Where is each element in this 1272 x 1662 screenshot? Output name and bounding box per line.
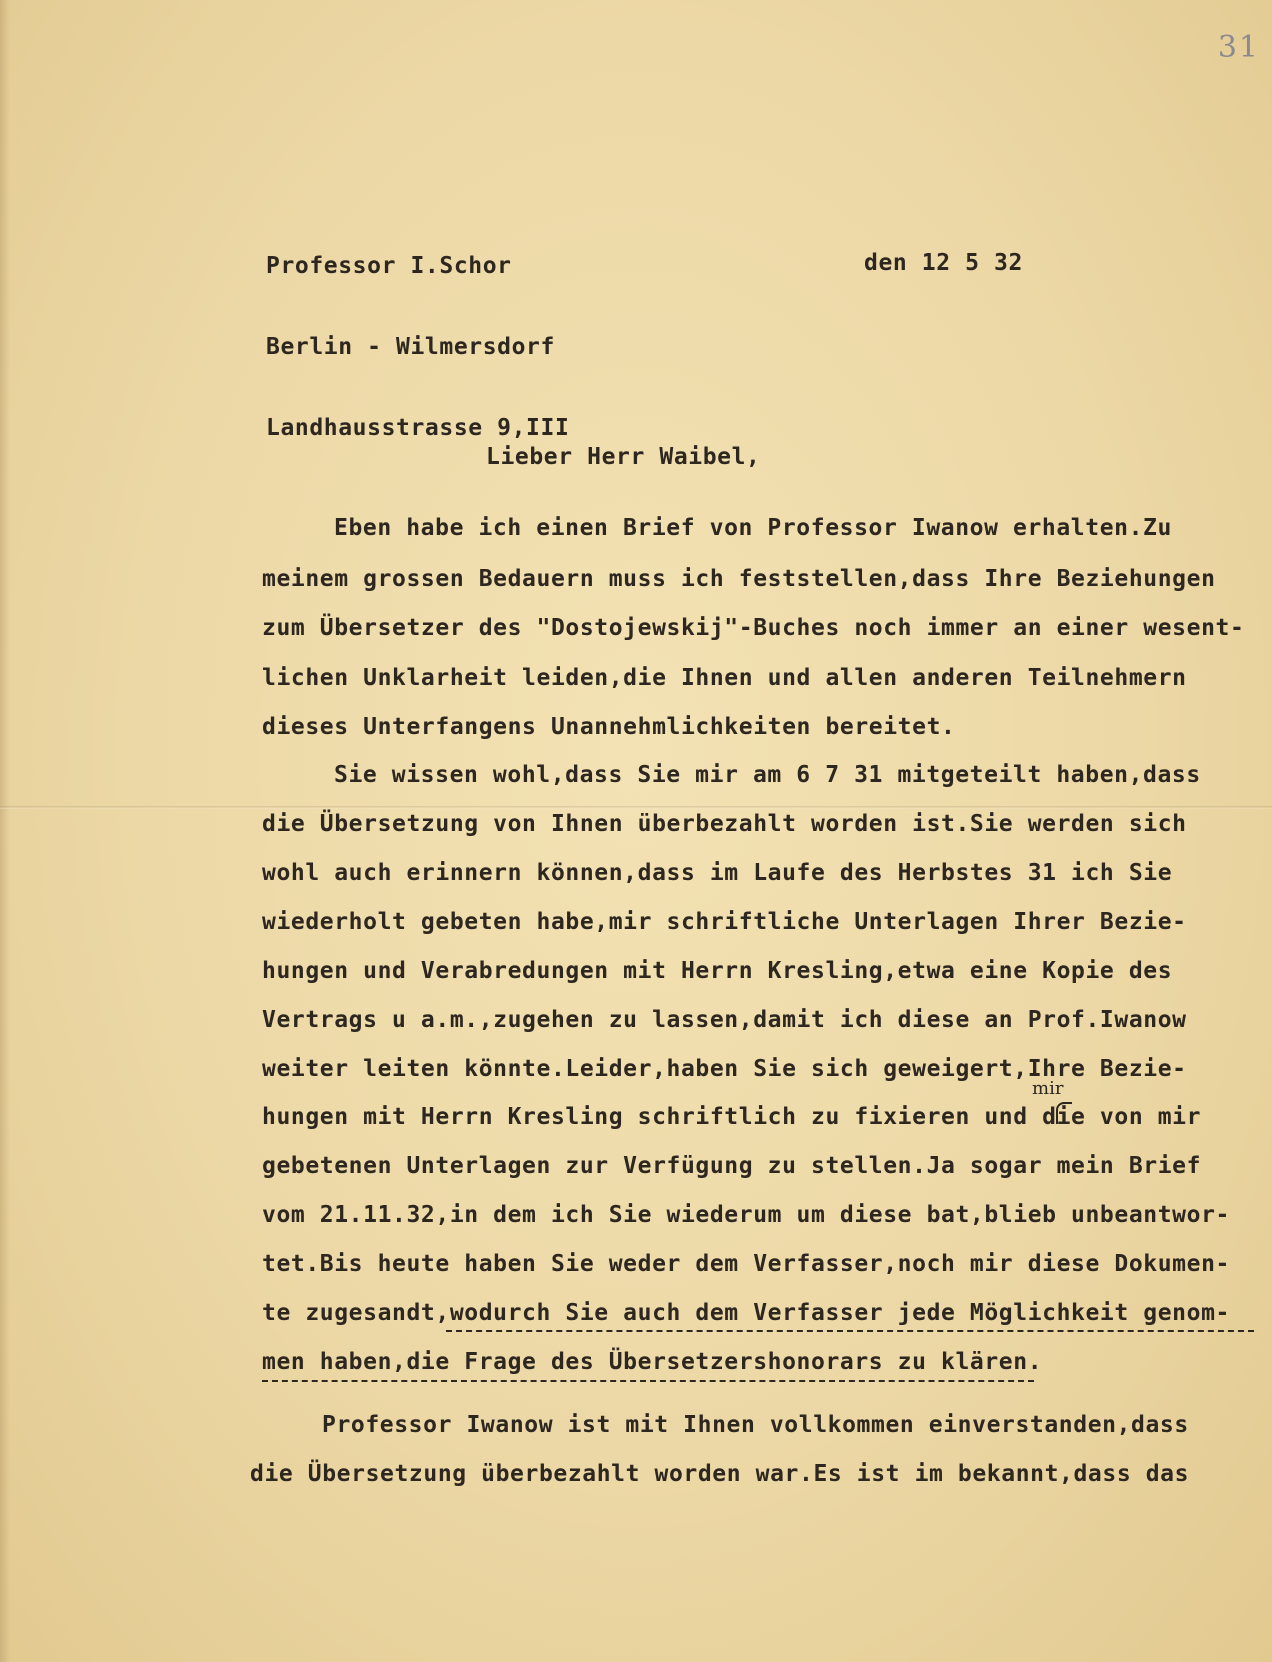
body-line: men haben,die Frage des Übersetzershonorars zu klären. xyxy=(262,1349,1043,1375)
archive-page-number: 31 xyxy=(1217,30,1260,65)
body-line: vom 21.11.32,in dem ich Sie wiederum um diese bat,blieb unbeantwor- xyxy=(262,1202,1230,1228)
body-line: dieses Unterfangens Unannehmlichkeiten bereitet. xyxy=(262,714,956,740)
body-line: gebetenen Unterlagen zur Verfügung zu stellen.Ja sogar mein Brief xyxy=(262,1153,1202,1179)
body-line: wohl auch erinnern können,dass im Laufe des Herbstes 31 ich Sie xyxy=(262,860,1173,886)
body-line: weiter leiten könnte.Leider,haben Sie sich geweigert,Ihre Bezie- xyxy=(262,1056,1187,1082)
body-line: wiederholt gebeten habe,mir schriftliche Unterlagen Ihrer Bezie- xyxy=(262,909,1187,935)
body-line: tet.Bis heute haben Sie weder dem Verfasser,noch mir diese Dokumen- xyxy=(262,1251,1230,1277)
handwritten-insertion: mir xyxy=(1032,1078,1064,1099)
body-line: Professor Iwanow ist mit Ihnen vollkommen einverstanden,dass xyxy=(322,1412,1189,1438)
paper-edge-shadow xyxy=(0,0,10,1662)
sender-city: Berlin - Wilmersdorf xyxy=(266,334,555,360)
paper-fold-line xyxy=(0,806,1272,809)
sender-name: Professor I.Schor xyxy=(266,253,512,279)
body-line: zum Übersetzer des "Dostojewskij"-Buches noch immer an einer wesent- xyxy=(262,615,1245,641)
body-line: Eben habe ich einen Brief von Professor Iwanow erhalten.Zu xyxy=(334,515,1172,541)
body-line: Sie wissen wohl,dass Sie mir am 6 7 31 mitgeteilt haben,dass xyxy=(334,762,1201,788)
body-line: hungen mit Herrn Kresling schriftlich zu fixieren und die von mir xyxy=(262,1104,1202,1130)
emphasis-underline xyxy=(446,1330,1254,1332)
body-line: Vertrags u a.m.,zugehen zu lassen,damit ich diese an Prof.Iwanow xyxy=(262,1007,1187,1033)
body-line: lichen Unklarheit leiden,die Ihnen und allen anderen Teilnehmern xyxy=(262,665,1187,691)
sender-street: Landhausstrasse 9,III xyxy=(266,415,570,441)
letter-date: den 12 5 32 xyxy=(864,250,1023,276)
salutation: Lieber Herr Waibel, xyxy=(486,444,761,470)
emphasis-underline xyxy=(262,1380,1034,1382)
body-line: te zugesandt,wodurch Sie auch dem Verfasser jede Möglichkeit genom- xyxy=(262,1300,1230,1326)
body-line: die Übersetzung überbezahlt worden war.Es ist im bekannt,dass das xyxy=(250,1461,1190,1487)
body-line: meinem grossen Bedauern muss ich feststellen,dass Ihre Beziehungen xyxy=(262,566,1216,592)
body-line: hungen und Verabredungen mit Herrn Kresling,etwa eine Kopie des xyxy=(262,958,1173,984)
body-line: die Übersetzung von Ihnen überbezahlt worden ist.Sie werden sich xyxy=(262,811,1187,837)
